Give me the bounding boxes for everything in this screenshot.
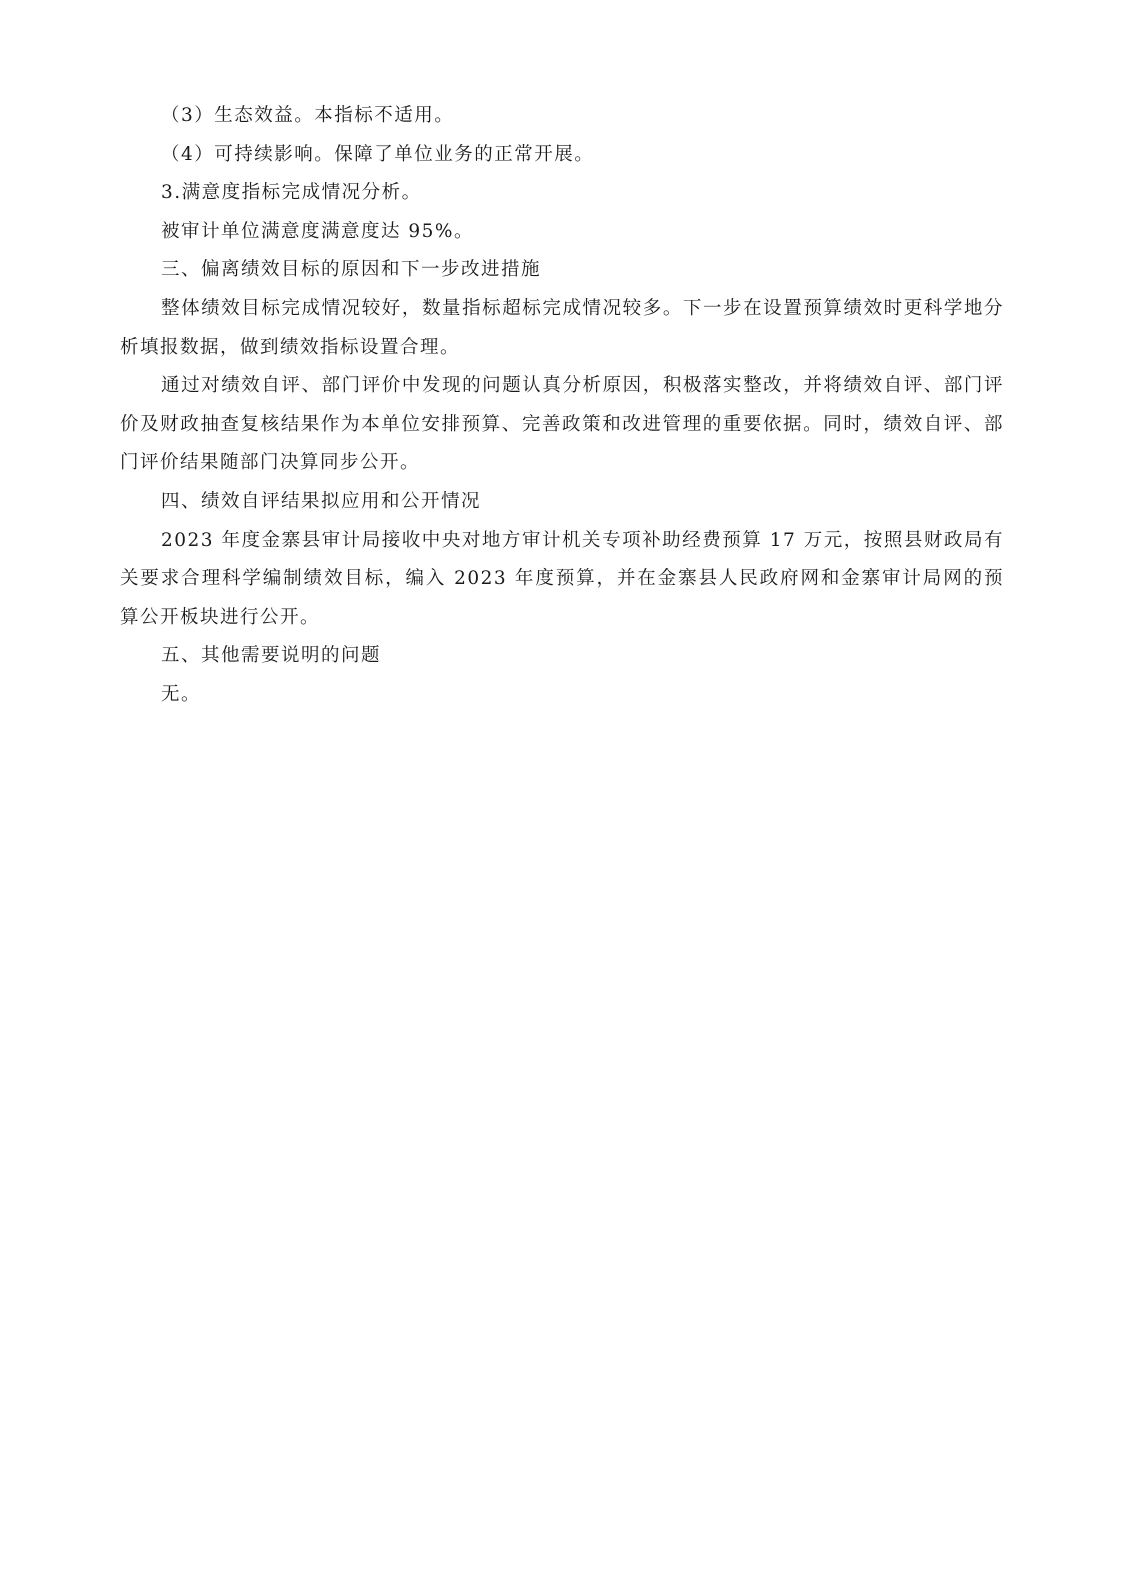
paragraph-rectification: 通过对绩效自评、部门评价中发现的问题认真分析原因，积极落实整改，并将绩效自评、部门评价及财政抽查复核结果作为本单位安排预算、完善政策和改进管理的重要依据。同时，绩效自评、部门评价结果随部门决算同步公开。: [120, 375, 1004, 474]
paragraph-sustainable-impact: （4）可持续影响。保障了单位业务的正常开展。: [161, 143, 595, 165]
section-heading-other-issues: 五、其他需要说明的问题: [161, 645, 382, 667]
paragraph-ecological-benefit: （3）生态效益。本指标不适用。: [161, 105, 455, 126]
paragraph-budget-disclosure: 2023 年度金寨县审计局接收中央对地方审计机关专项补助经费预算 17 万元，按照县财政局有关要求合理科学编制绩效目标，编入 2023 年度预算，并在金寨县人民政府网和金寨审计局网的预算公开板块进行公开。: [120, 529, 1004, 628]
paragraph-satisfaction-heading: 3.满意度指标完成情况分析。: [161, 182, 422, 204]
document-body: [120, 97, 1004, 715]
section-heading-deviation: 三、偏离绩效目标的原因和下一步改进措施: [161, 259, 542, 281]
section-heading-application: 四、绩效自评结果拟应用和公开情况: [161, 490, 482, 512]
paragraph-overall-performance: 整体绩效目标完成情况较好，数量指标超标完成情况较多。下一步在设置预算绩效时更科学地分析填报数据，做到绩效指标设置合理。: [120, 297, 1004, 358]
paragraph-none: 无。: [161, 683, 202, 705]
paragraph-satisfaction-rate: 被审计单位满意度满意度达 95%。: [161, 220, 475, 242]
